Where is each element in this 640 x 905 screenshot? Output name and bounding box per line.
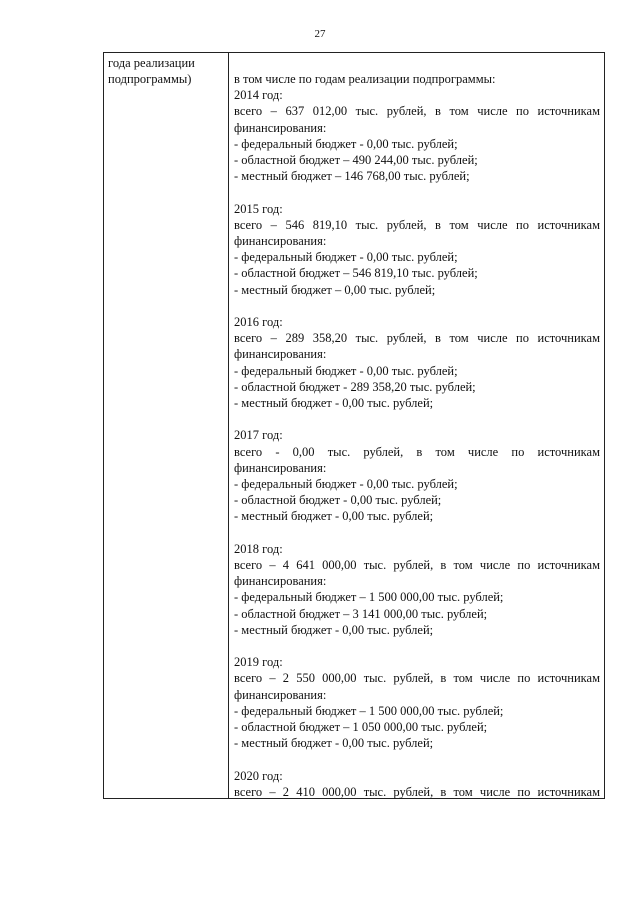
total-line: всего – 546 819,10 тыс. рублей, в том числе по источникам xyxy=(234,217,600,232)
total-line-cont: финансирования: xyxy=(234,234,327,249)
year-heading: 2020 год: xyxy=(234,768,283,783)
regional-line: - областной бюджет – 3 141 000,00 тыс. рублей; xyxy=(234,606,488,621)
local-line: - местный бюджет - 0,00 тыс. рублей; xyxy=(234,509,434,524)
local-line: - местный бюджет - 0,00 тыс. рублей; xyxy=(234,622,434,637)
year-block-2015 xyxy=(234,201,600,298)
total-line-cont: финансирования: xyxy=(234,120,327,135)
total-line-cont: финансирования: xyxy=(234,574,327,589)
left-cell xyxy=(108,55,224,87)
total-line-cont: финансирования: xyxy=(234,687,327,702)
year-block-2019 xyxy=(234,654,600,751)
year-block-2016 xyxy=(234,314,600,411)
federal-line: - федеральный бюджет – 1 500 000,00 тыс. рублей; xyxy=(234,590,504,605)
federal-line: - федеральный бюджет - 0,00 тыс. рублей; xyxy=(234,136,458,151)
local-line: - местный бюджет - 0,00 тыс. рублей; xyxy=(234,736,434,751)
total-line-cont: финансирования: xyxy=(234,347,327,362)
year-block-2017 xyxy=(234,427,600,524)
local-line: - местный бюджет – 0,00 тыс. рублей; xyxy=(234,282,436,297)
year-block-2018 xyxy=(234,541,600,638)
year-heading: 2018 год: xyxy=(234,541,283,556)
page-number: 27 xyxy=(314,28,326,40)
regional-line: - областной бюджет - 0,00 тыс. рублей; xyxy=(234,493,442,508)
year-block-2014 xyxy=(234,87,600,184)
year-heading: 2015 год: xyxy=(234,201,283,216)
funding-table xyxy=(103,52,605,799)
left-cell-line: подпрограммы) xyxy=(108,72,192,87)
total-line-cont: финансирования: xyxy=(234,460,327,475)
year-heading: 2014 год: xyxy=(234,88,283,103)
federal-line: - федеральный бюджет – 1 500 000,00 тыс. рублей; xyxy=(234,703,504,718)
year-heading: 2017 год: xyxy=(234,428,283,443)
total-line: всего – 637 012,00 тыс. рублей, в том числе по источникам xyxy=(234,104,600,119)
right-cell xyxy=(234,71,600,800)
total-line: всего – 4 641 000,00 тыс. рублей, в том числе по источникам xyxy=(234,558,600,573)
total-line: всего – 289 358,20 тыс. рублей, в том числе по источникам xyxy=(234,331,600,346)
federal-line: - федеральный бюджет - 0,00 тыс. рублей; xyxy=(234,363,458,378)
left-cell-line: года реализации xyxy=(108,56,195,70)
federal-line: - федеральный бюджет - 0,00 тыс. рублей; xyxy=(234,477,458,492)
regional-line: - областной бюджет – 546 819,10 тыс. рублей; xyxy=(234,266,478,281)
federal-line: - федеральный бюджет - 0,00 тыс. рублей; xyxy=(234,250,458,265)
regional-line: - областной бюджет – 1 050 000,00 тыс. рублей; xyxy=(234,720,488,735)
year-block-2020 xyxy=(234,768,600,800)
total-line: всего – 2 410 000,00 тыс. рублей, в том числе по источникам xyxy=(234,784,600,799)
total-line: всего - 0,00 тыс. рублей, в том числе по источникам xyxy=(234,444,600,459)
local-line: - местный бюджет – 146 768,00 тыс. рублей; xyxy=(234,169,470,184)
year-heading: 2019 год: xyxy=(234,655,283,670)
total-line: всего – 2 550 000,00 тыс. рублей, в том числе по источникам xyxy=(234,671,600,686)
regional-line: - областной бюджет – 490 244,00 тыс. рублей; xyxy=(234,153,478,168)
regional-line: - областной бюджет - 289 358,20 тыс. рублей; xyxy=(234,379,476,394)
column-divider xyxy=(228,53,229,798)
local-line: - местный бюджет - 0,00 тыс. рублей; xyxy=(234,396,434,411)
year-heading: 2016 год: xyxy=(234,315,283,330)
intro-text: в том числе по годам реализации подпрограммы: xyxy=(234,72,496,86)
